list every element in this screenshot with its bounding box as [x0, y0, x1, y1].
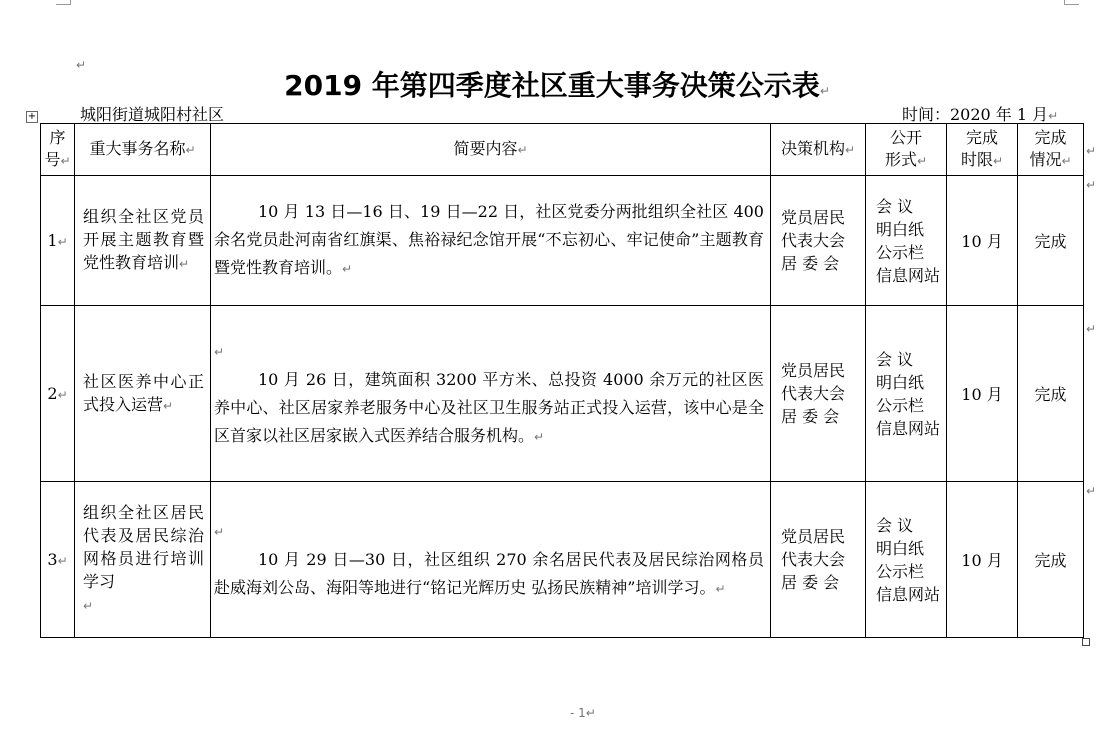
row-form: 会 议 明白纸 公示栏 信息网站 [866, 482, 947, 638]
table-row [41, 306, 1084, 482]
row-status: 完成 [1018, 306, 1084, 482]
table-header-row [41, 124, 1084, 176]
row-status: 完成 [1018, 176, 1084, 306]
row-index: 2↵ [41, 306, 75, 482]
row-end-mark: ↵ [1086, 322, 1097, 336]
row-content: ↵ 10 月 26 日，建筑面积 3200 平方米、总投资 4000 余万元的社区医养中心、社区居家养老服务中心及社区卫生服务站正式投入运营，该中心是全区首家以社区居家嵌入式医养结合服务机构。↵ [211, 306, 771, 482]
row-index: 1↵ [41, 176, 75, 306]
row-content: ↵ 10 月 29 日—30 日，社区组织 270 余名居民代表及居民综治网格员赴威海刘公岛、海阳等地进行“铭记光辉历史 弘扬民族精神”培训学习。↵ [211, 482, 771, 638]
table-move-handle-icon[interactable]: + [27, 111, 37, 122]
row-end-mark: ↵ [1086, 178, 1097, 192]
decision-table [40, 123, 1084, 638]
row-deadline: 10 月 [947, 306, 1018, 482]
table-row [41, 176, 1084, 306]
row-deadline: 10 月 [947, 176, 1018, 306]
header-index: 序 号↵ [41, 124, 75, 176]
paragraph-mark: ↵ [76, 58, 87, 72]
table-row [41, 482, 1084, 638]
row-status: 完成 [1018, 482, 1084, 638]
row-form: 会 议 明白纸 公示栏 信息网站 [866, 306, 947, 482]
header-content: 简要内容↵ [211, 124, 771, 176]
row-deadline: 10 月 [947, 482, 1018, 638]
header-name: 重大事务名称↵ [75, 124, 211, 176]
table-resize-handle[interactable] [1082, 638, 1090, 646]
page-number: - 1↵ [570, 706, 596, 720]
row-name: 组织全社区居民代表及居民综治网格员进行培训学习 ↵ [75, 482, 211, 638]
row-org: 党员居民 代表大会 居 委 会 [771, 176, 866, 306]
row-form: 会 议 明白纸 公示栏 信息网站 [866, 176, 947, 306]
document-date: 时间：2020 年 1 月↵ [902, 105, 1059, 124]
row-org: 党员居民 代表大会 居 委 会 [771, 306, 866, 482]
document-title: 2019 年第四季度社区重大事务决策公示表↵ [284, 69, 830, 102]
row-org: 党员居民 代表大会 居 委 会 [771, 482, 866, 638]
header-form: 公开 形式↵ [866, 124, 947, 176]
row-index: 3↵ [41, 482, 75, 638]
page-corner-top-right [1064, 0, 1079, 5]
row-end-mark: ↵ [1086, 484, 1097, 498]
community-name: 城阳街道城阳村社区 [80, 105, 225, 124]
header-deadline: 完成 时限↵ [947, 124, 1018, 176]
row-name: 组织全社区党员开展主题教育暨党性教育培训↵ [75, 176, 211, 306]
header-org: 决策机构↵ [771, 124, 866, 176]
header-status: 完成 情况↵ [1018, 124, 1084, 176]
row-content: 10 月 13 日—16 日、19 日—22 日，社区党委分两批组织全社区 400 余名党员赴河南省红旗渠、焦裕禄纪念馆开展“不忘初心、牢记使命”主题教育暨党性教育培训。↵ [211, 176, 771, 306]
row-name: 社区医养中心正式投入运营↵ [75, 306, 211, 482]
row-end-mark: ↵ [1086, 144, 1097, 158]
page-corner-top-left [56, 0, 71, 5]
